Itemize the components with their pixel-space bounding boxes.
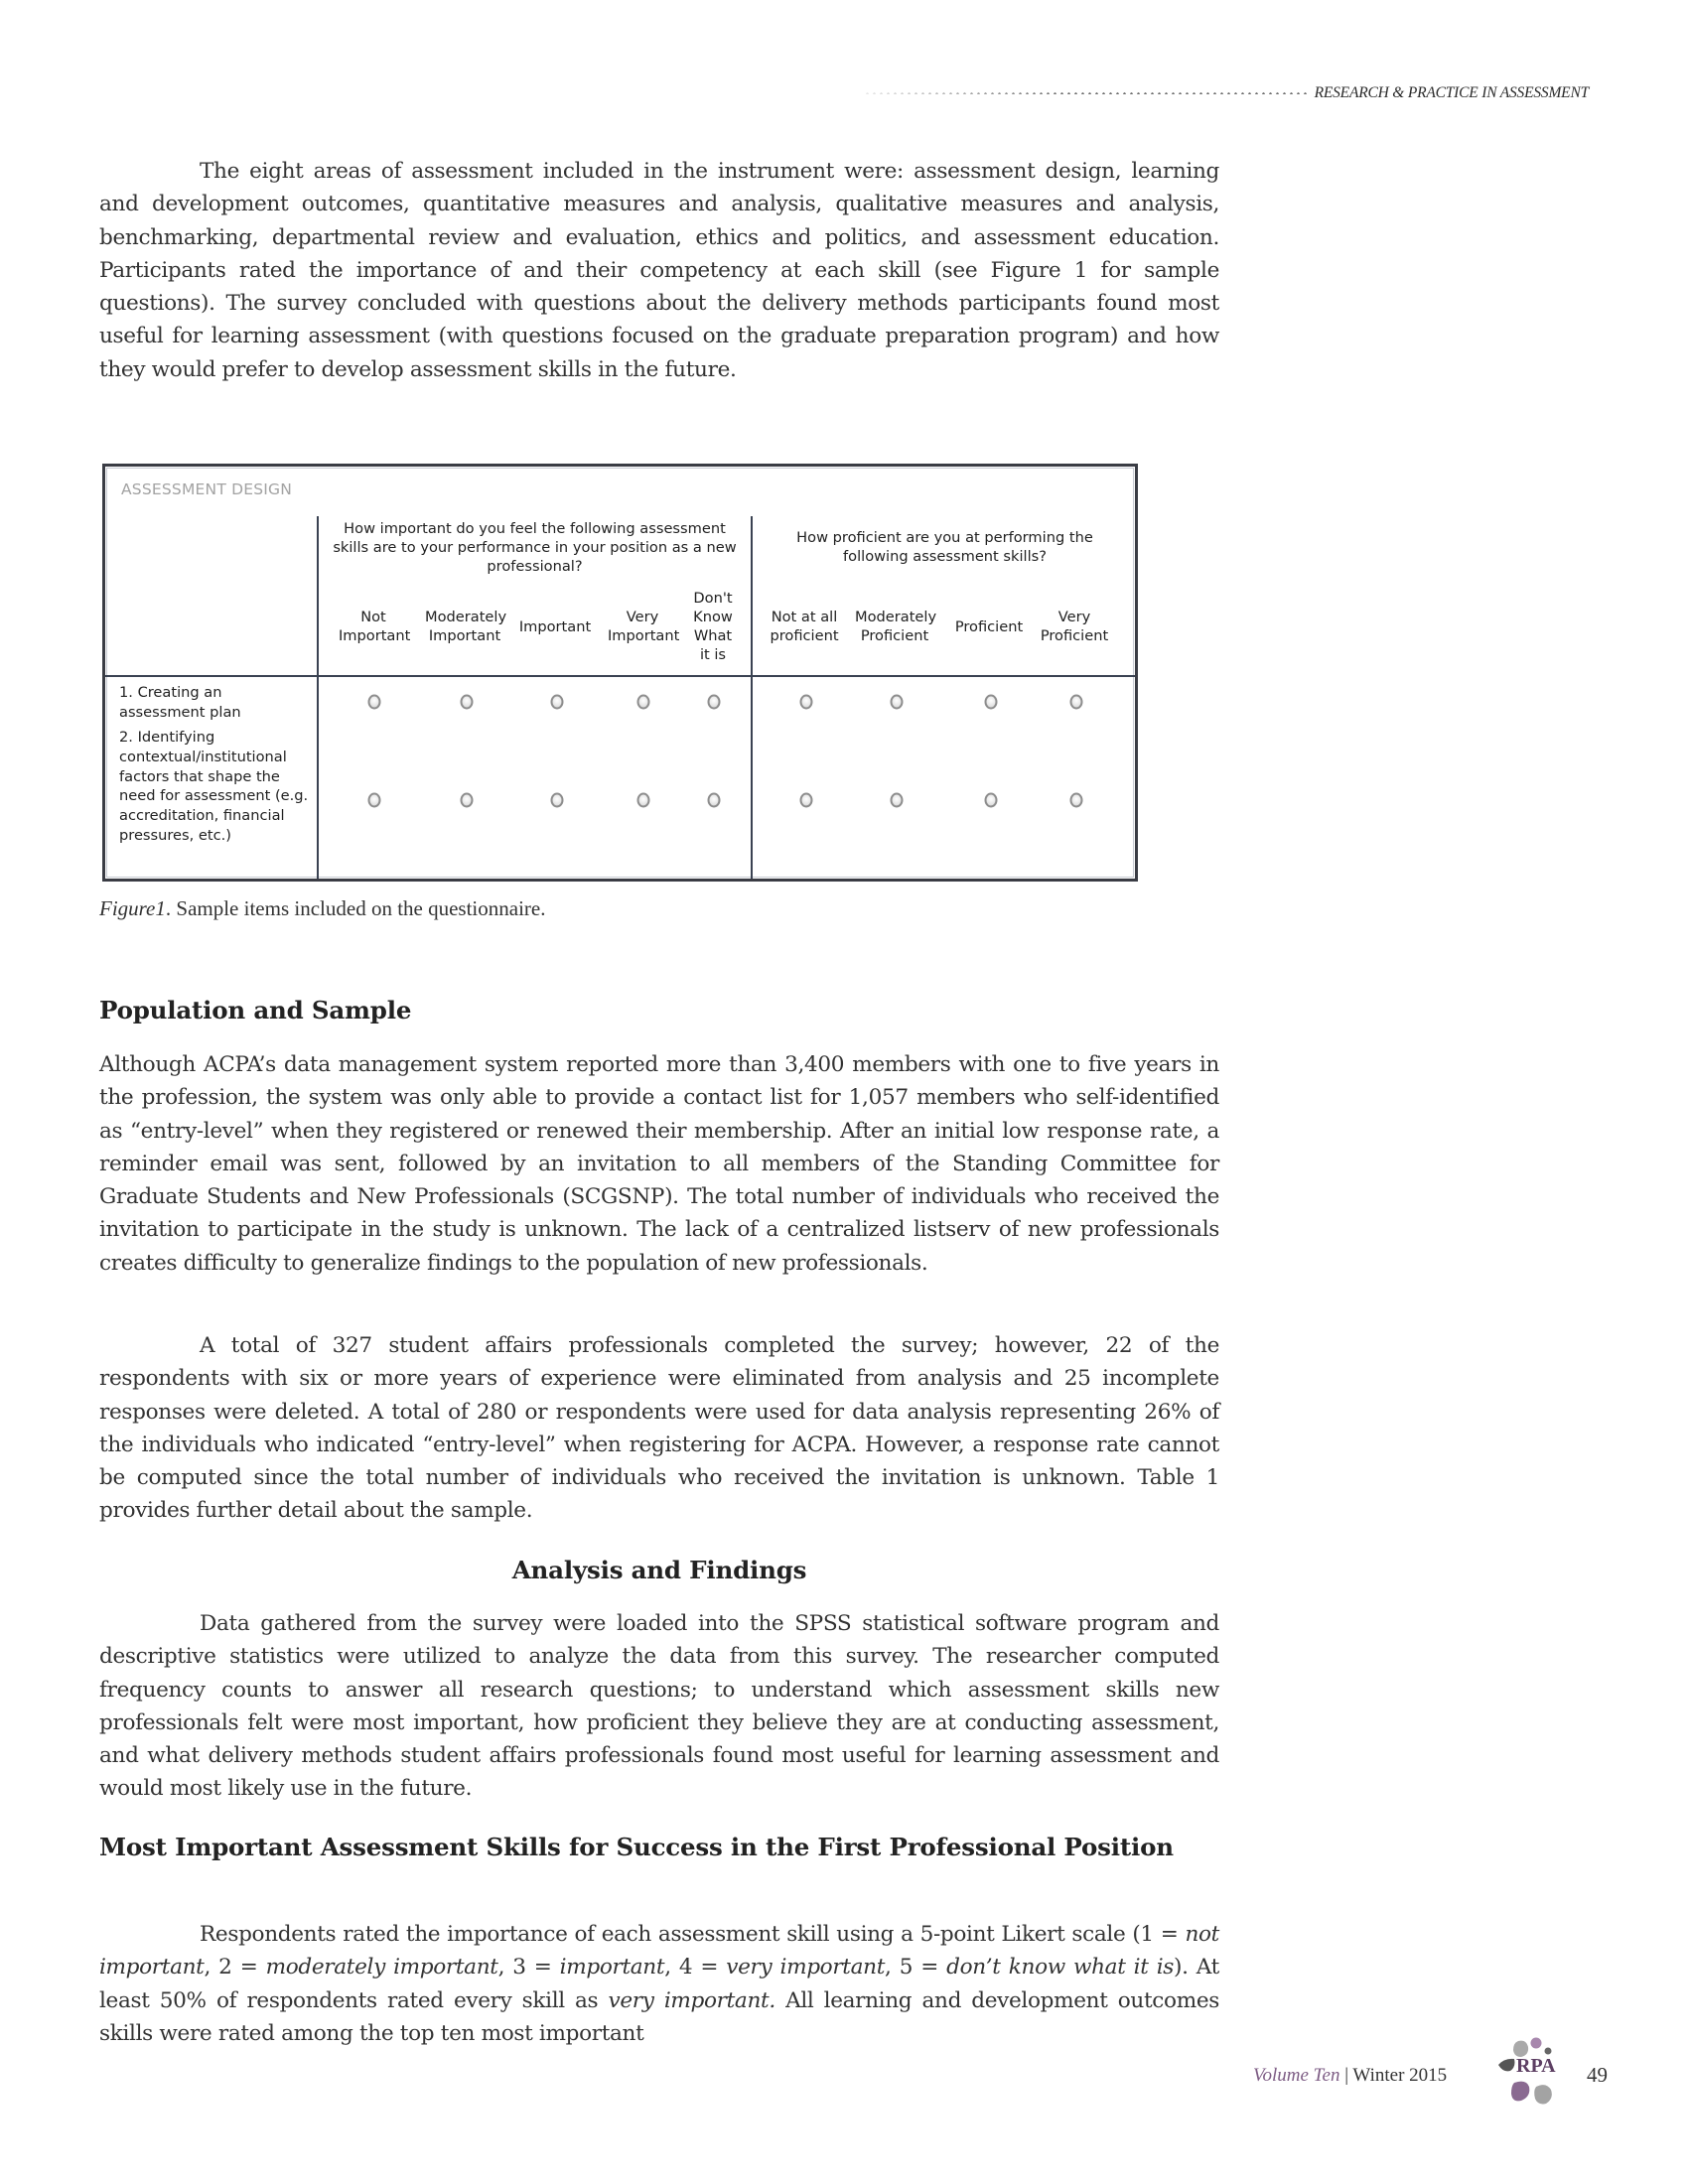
intro-section (99, 155, 1219, 386)
divider-header-row (105, 675, 1135, 677)
divider-proficiency-column (751, 516, 753, 879)
radio-item1-very-proficient[interactable] (1070, 695, 1083, 710)
logo-drop (1498, 2059, 1515, 2072)
scale-label-4: very important (726, 1955, 886, 1980)
figure-section-title: ASSESSMENT DESIGN (121, 480, 293, 498)
text-run: , 3 = (497, 1955, 560, 1980)
text-run: , 2 = (204, 1955, 266, 1980)
rpa-logo-icon (1494, 2035, 1574, 2115)
intro-paragraph: The eight areas of assessment included in the instrument were: assessment design, learning and development outcomes, quantitative measures and analysis, qualitative measures and analysis, benchmarking, departmental review and evaluation, ethics and politics, and assessment education. Participants rated the importance of and their competency at each skill (see Figure 1 for sample questions). The survey concluded with questions about the delivery methods participants found most useful for learning assessment (with questions focused on the graduate preparation program) and how they would prefer to develop assessment skills in the future. (99, 159, 1219, 382)
journal-title: RESEARCH & PRACTICE IN ASSESSMENT (1314, 84, 1589, 101)
heading-analysis: Analysis and Findings (511, 1556, 807, 1584)
text-run: , 5 = (885, 1955, 947, 1980)
emphasis-very-important: very important. (608, 1987, 775, 2013)
radio-item1-dont-know[interactable] (708, 695, 721, 710)
radio-item1-moderately-important[interactable] (461, 695, 474, 710)
scale-label-3: important (559, 1955, 665, 1980)
footer-separator: | (1339, 2065, 1353, 2086)
analysis-section (99, 1556, 1219, 1584)
population-paragraph-2: A total of 327 student affairs professionals completed the survey; however, 22 of the respondents with six or more years of experience were eliminated from analysis and 25 incomplete responses were deleted. A total of 280 or respondents were used for data analysis representing 26% of the individuals who indicated “entry-level” when registering for ACPA. However, a response rate cannot be computed since the total number of individuals who received the invitation is unknown. Table 1 provides further detail about the sample. (99, 1333, 1219, 1524)
radio-item2-dont-know[interactable] (708, 793, 721, 808)
radio-item1-moderately-proficient[interactable] (891, 695, 904, 710)
proficiency-question: How proficient are you at performing the following assessment skills? (796, 529, 1093, 565)
radio-item1-important[interactable] (551, 695, 564, 710)
radio-item2-moderately-proficient[interactable] (891, 793, 904, 808)
running-header (864, 81, 1589, 105)
option-moderately-important: Moderately Important (425, 609, 507, 644)
radio-item1-not-at-all-proficient[interactable] (800, 695, 813, 710)
radio-item1-proficient[interactable] (985, 695, 998, 710)
divider-items-column (317, 516, 319, 879)
option-very-important: Very Important (608, 609, 680, 644)
survey-item-2: 2. Identifying contextual/institutional factors that shape the need for assessment (e.g. accreditation, financial pressures, etc.) (119, 729, 309, 844)
scale-label-1: not important (99, 1922, 1219, 1980)
footer-issue (1253, 2065, 1447, 2087)
population-paragraph-2-wrap (99, 1329, 1219, 1528)
radio-item2-moderately-important[interactable] (461, 793, 474, 808)
heading-population: Population and Sample (99, 996, 412, 1024)
text-run: All learning and development outcomes skills were rated among the top ten most important (99, 1987, 1219, 2046)
text-run: , 4 = (664, 1955, 727, 1980)
skills-section (99, 1828, 1219, 1866)
radio-item1-not-important[interactable] (368, 695, 381, 710)
figure-caption-text: . Sample items included on the questionnaire. (165, 896, 546, 920)
radio-item2-very-proficient[interactable] (1070, 793, 1083, 808)
scale-label-2: moderately important (265, 1955, 498, 1980)
radio-item2-not-at-all-proficient[interactable] (800, 793, 813, 808)
dotted-leader (864, 92, 1307, 94)
text-run: Respondents rated the importance of each assessment skill using a 5-point Likert scale (1 = (200, 1922, 1186, 1947)
scale-label-5: don’t know what it is (946, 1955, 1174, 1980)
logo-text: RPA (1516, 2055, 1556, 2077)
heading-skills: Most Important Assessment Skills for Success in the First Professional Position (99, 1833, 1174, 1861)
logo-drop (1511, 2082, 1529, 2102)
importance-question: How important do you feel the following assessment skills are to your performance in your position as a new professional? (333, 520, 737, 575)
radio-item2-very-important[interactable] (637, 793, 650, 808)
option-not-at-all-proficient: Not at all proficient (770, 609, 839, 644)
logo-drop (1534, 2085, 1552, 2104)
survey-item-1: 1. Creating an assessment plan (119, 684, 241, 721)
figure-caption (99, 896, 545, 921)
radio-item2-not-important[interactable] (368, 793, 381, 808)
radio-item2-important[interactable] (551, 793, 564, 808)
option-moderately-proficient: Moderately Proficient (855, 609, 937, 644)
skills-paragraph (99, 1918, 1219, 2050)
option-important: Important (518, 618, 592, 635)
figure-caption-label: Figure1 (99, 896, 166, 920)
option-proficient: Proficient (954, 618, 1024, 635)
analysis-paragraph: Data gathered from the survey were loaded into the SPSS statistical software program and descriptive statistics were utilized to analyze the data from this survey. The researcher computed frequency counts to answer all research questions; to understand which assessment skills new professionals felt were most important, how proficient they believe they are at conducting assessment, and what delivery methods student affairs professionals found most useful for learning assessment and would most likely use in the future. (99, 1611, 1219, 1802)
skills-paragraph-wrap (99, 1918, 1219, 2050)
logo-dot (1545, 2048, 1552, 2055)
logo-dot (1531, 2038, 1542, 2049)
figure-1-survey-sample (102, 464, 1138, 882)
radio-item1-very-important[interactable] (637, 695, 650, 710)
radio-item2-proficient[interactable] (985, 793, 998, 808)
page-number: 49 (1587, 2063, 1608, 2087)
population-section (99, 996, 1219, 1024)
footer-issue-date: Winter 2015 (1352, 2065, 1448, 2086)
option-very-proficient: Very Proficient (1040, 609, 1109, 644)
population-paragraph-1-wrap (99, 1048, 1219, 1280)
analysis-paragraph-wrap (99, 1607, 1219, 1806)
option-not-important: Not Important (339, 609, 411, 644)
population-paragraph-1: Although ACPA’s data management system reported more than 3,400 members with one to five years in the profession, the system was only able to provide a contact list for 1,057 members who self-identified as “entry-level” when they registered or renewed their membership. After an initial low response rate, a reminder email was sent, followed by an invitation to all members of the Standing Committee for Graduate Students and New Professionals (SCGSNP). The total number of individuals who received the invitation to participate in the study is unknown. The lack of a centralized listserv of new professionals creates difficulty to generalize findings to the population of new professionals. (99, 1052, 1219, 1276)
text-run: ). At least 50% of respondents rated every skill as (99, 1955, 1219, 2013)
footer-volume: Volume Ten (1253, 2065, 1340, 2086)
option-dont-know: Don't Know What it is (693, 590, 733, 663)
